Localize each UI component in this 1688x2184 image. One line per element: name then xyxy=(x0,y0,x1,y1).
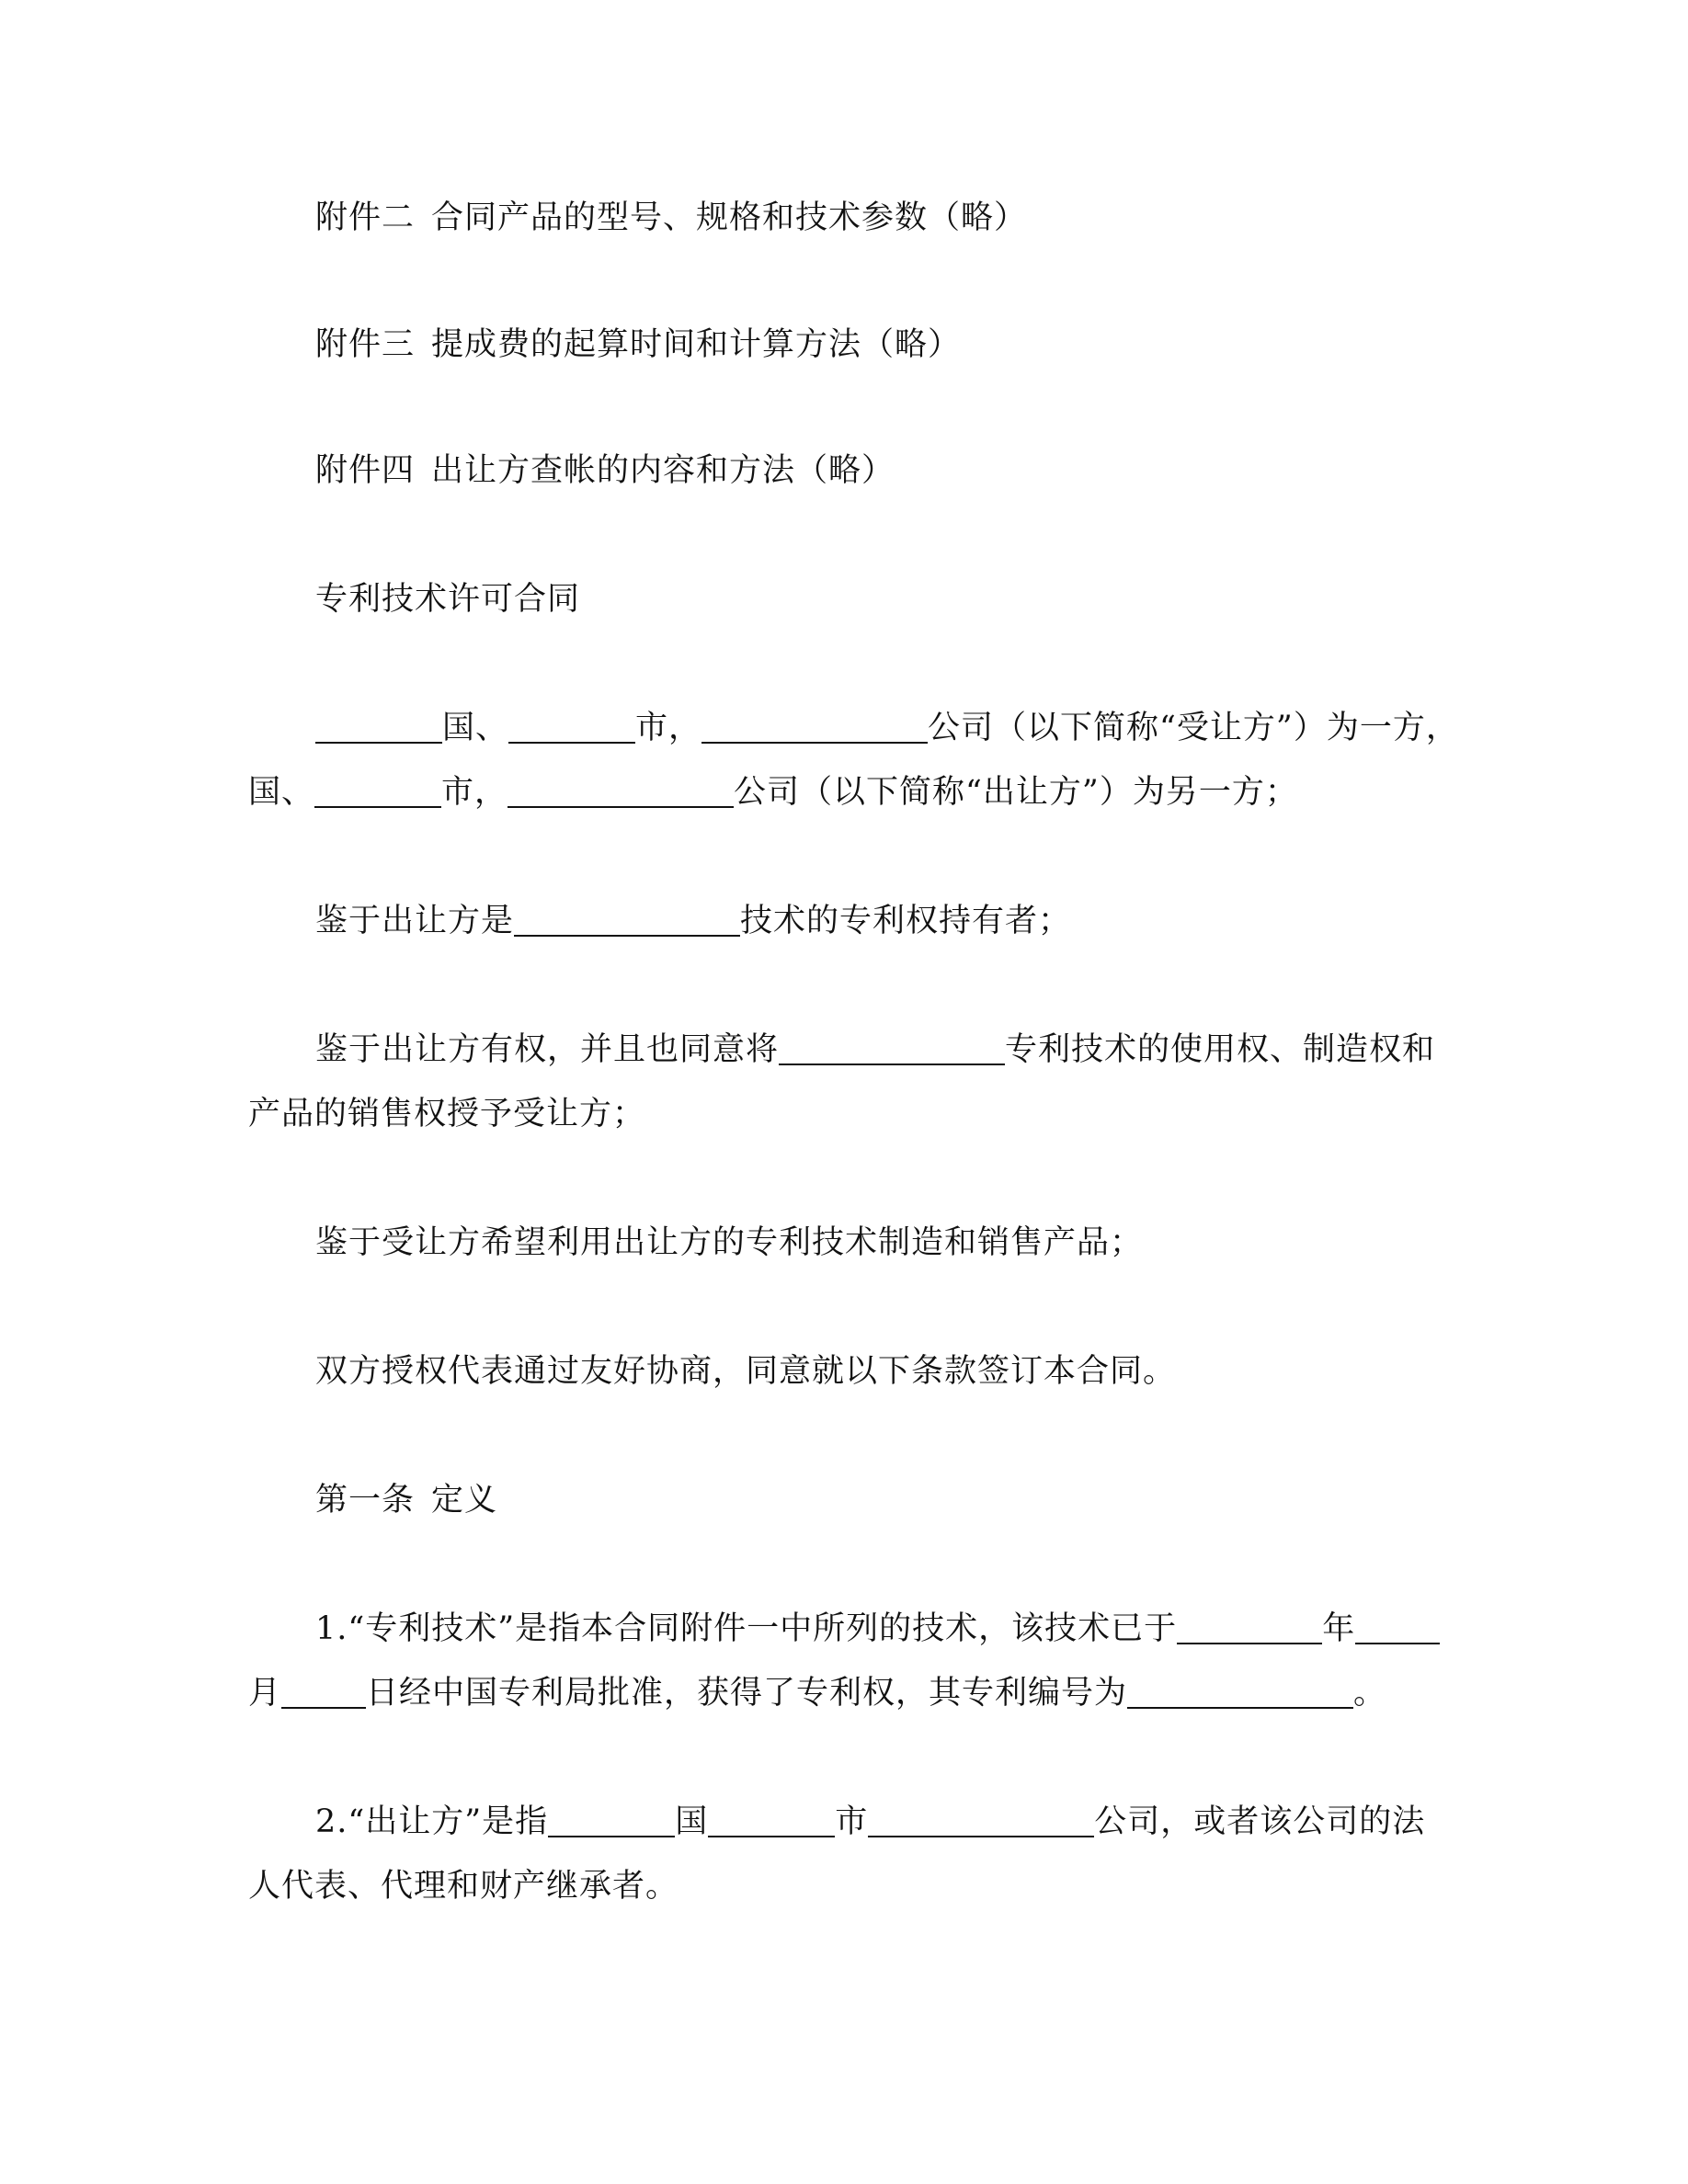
blank-company-1[interactable] xyxy=(701,705,928,744)
article-1-label: 第一条 xyxy=(315,1482,416,1519)
parties-l2-company: 公司（以下简称“出让方”）为另一方； xyxy=(734,774,1298,811)
blank-technology-1[interactable] xyxy=(514,898,740,937)
definition-1-day: 日经中国专利局批准，获得了专利权，其专利编号为 xyxy=(366,1675,1128,1712)
contract-title-text: 专利技术许可合同 xyxy=(315,581,581,618)
parties-l2-country: 国、 xyxy=(248,774,315,811)
attachment-3 xyxy=(248,313,1443,377)
definition-2-line-2 xyxy=(248,1854,1443,1918)
whereas-2-line2-text: 产品的销售权授予受让方； xyxy=(248,1096,646,1132)
definition-2-line-1 xyxy=(248,1790,1443,1854)
whereas-2-pre: 鉴于出让方有权，并且也同意将 xyxy=(315,1031,780,1068)
parties-l2-city: 市， xyxy=(441,774,508,811)
definition-2-pre: 2.“出让方”是指 xyxy=(315,1803,549,1840)
definition-2-line2-text: 人代表、代理和财产继承者。 xyxy=(248,1868,679,1905)
blank-licensor-city[interactable] xyxy=(708,1799,835,1837)
definition-1-line-1 xyxy=(248,1597,1443,1661)
definition-2-country: 国 xyxy=(675,1803,709,1840)
whereas-1-post: 技术的专利权持有者； xyxy=(740,903,1072,939)
blank-licensor-country[interactable] xyxy=(548,1799,675,1837)
parties-line-1 xyxy=(248,696,1459,760)
definition-1-month: 月 xyxy=(248,1675,282,1712)
whereas-3 xyxy=(248,1211,1443,1275)
definition-1-pre: 1.“专利技术”是指本合同附件一中所列的技术，该技术已于 xyxy=(315,1610,1178,1647)
blank-technology-2[interactable] xyxy=(779,1027,1005,1065)
blank-country-1[interactable] xyxy=(315,705,442,744)
whereas-3-text: 鉴于受让方希望利用出让方的专利技术制造和销售产品； xyxy=(315,1224,1144,1261)
parties-l1-company: 公司（以下简称“受让方”）为一方， xyxy=(928,710,1459,746)
blank-month-prefill[interactable] xyxy=(1355,1606,1440,1644)
contract-title xyxy=(248,567,1443,631)
definition-2-company: 公司，或者该公司的法 xyxy=(1094,1803,1426,1840)
whereas-2-line-2 xyxy=(248,1082,1443,1146)
parties-line-2 xyxy=(248,760,1443,825)
whereas-1 xyxy=(248,889,1443,953)
whereas-4 xyxy=(248,1339,1443,1404)
parties-l1-country: 国、 xyxy=(442,710,509,746)
whereas-1-pre: 鉴于出让方是 xyxy=(315,903,515,939)
blank-patent-number[interactable] xyxy=(1127,1670,1353,1709)
definition-2-city: 市 xyxy=(835,1803,869,1840)
blank-city-1[interactable] xyxy=(508,705,635,744)
definition-1-line-2 xyxy=(248,1661,1443,1725)
blank-day[interactable] xyxy=(281,1670,366,1709)
attachment-4-label: 附件四 xyxy=(315,452,416,489)
attachment-2-label: 附件二 xyxy=(315,199,416,236)
blank-year[interactable] xyxy=(1177,1606,1322,1644)
attachment-4-text: 出让方查帐的内容和方法（略） xyxy=(431,452,895,489)
blank-city-2[interactable] xyxy=(314,769,441,808)
whereas-2 xyxy=(248,1018,1443,1082)
attachment-2-text: 合同产品的型号、规格和技术参数（略） xyxy=(431,199,1028,236)
attachment-3-label: 附件三 xyxy=(315,326,416,363)
whereas-4-text: 双方授权代表通过友好协商，同意就以下条款签订本合同。 xyxy=(315,1353,1177,1390)
attachment-4 xyxy=(248,438,1443,503)
whereas-2-post: 专利技术的使用权、制造权和 xyxy=(1005,1031,1436,1068)
attachment-3-text: 提成费的起算时间和计算方法（略） xyxy=(431,326,962,363)
article-1-text: 定义 xyxy=(431,1482,498,1519)
definition-1-year: 年 xyxy=(1322,1610,1356,1647)
blank-licensor-company[interactable] xyxy=(868,1799,1094,1837)
blank-company-2[interactable] xyxy=(508,769,734,808)
attachment-2 xyxy=(248,186,1443,250)
article-1-heading xyxy=(248,1468,1443,1532)
parties-l1-city: 市， xyxy=(635,710,702,746)
definition-1-end: 。 xyxy=(1353,1675,1387,1712)
